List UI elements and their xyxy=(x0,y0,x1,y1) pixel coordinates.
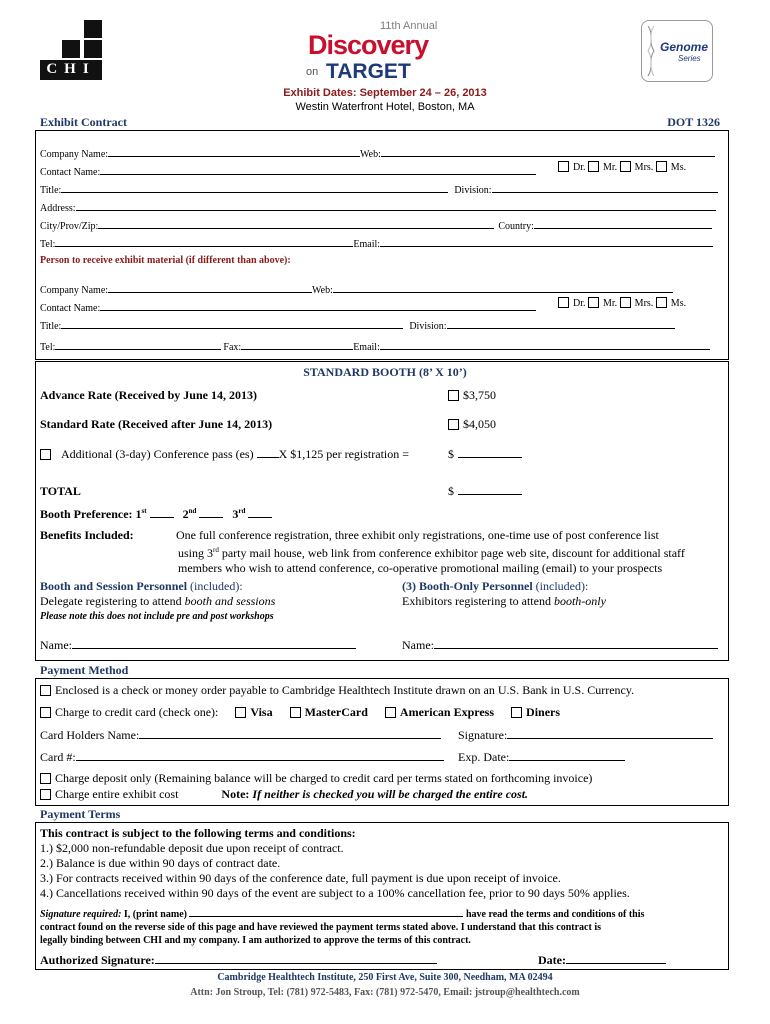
additional-pass-label: Additional (3-day) Conference pass (es) xyxy=(61,447,254,461)
venue: Westin Waterfront Hotel, Boston, MA xyxy=(295,101,475,113)
personnel-left xyxy=(40,579,275,624)
sig-text-3: contract found on the reverse side of this page and have reviewed the payment terms stated above. I understand that this contract is xyxy=(40,922,601,933)
pref-2-label: 2 xyxy=(182,507,189,521)
pref-1-label: 1 xyxy=(135,507,142,521)
pref-2-sup: nd xyxy=(188,507,197,515)
division-label-2: Division: xyxy=(409,321,447,332)
personnel-right-title: (3) Booth-Only Personnel xyxy=(402,579,533,593)
contact-name-label-2: Contact Name: xyxy=(40,303,101,314)
total-amount xyxy=(448,484,522,499)
personnel-left-name-label: Name: xyxy=(40,638,72,652)
advance-rate-option xyxy=(448,388,496,403)
total-dollar-sign: $ xyxy=(448,484,454,498)
booth-preference-row xyxy=(40,507,272,522)
date-label: Date: xyxy=(538,953,566,967)
company-row xyxy=(40,146,720,160)
advance-rate-label: Advance Rate (Received by June 14, 2013) xyxy=(40,388,257,402)
terms-item-1: 1.) $2,000 non-refundable deposit due upon receipt of contract. xyxy=(40,841,344,855)
title-row xyxy=(40,182,720,196)
pref-1-sup: st xyxy=(141,507,147,515)
tel-row-2 xyxy=(40,339,720,353)
footer-contact: Attn: Jon Stroup, Tel: (781) 972-5483, Fax: (781) 972-5470, Email: jstroup@healthtech.com xyxy=(190,987,580,998)
city-input[interactable] xyxy=(98,218,494,229)
standard-rate-price: $4,050 xyxy=(463,417,496,431)
diners-checkbox[interactable] xyxy=(511,707,522,718)
tel-input-2[interactable] xyxy=(55,339,221,350)
contact-name-row xyxy=(40,164,720,178)
pref-1-input[interactable] xyxy=(150,507,174,518)
personnel-right-inc: (included): xyxy=(532,579,589,593)
advance-rate-price: $3,750 xyxy=(463,388,496,402)
conf-title-top: Discovery xyxy=(308,30,429,60)
exp-date-row xyxy=(458,750,625,765)
ms-checkbox[interactable] xyxy=(656,161,667,172)
standard-rate-label: Standard Rate (Received after June 14, 2013) xyxy=(40,417,273,431)
chi-logo xyxy=(40,20,104,80)
booth-heading: STANDARD BOOTH (8’ X 10’) xyxy=(303,365,467,379)
deposit-row xyxy=(40,771,592,786)
conf-title-on: on xyxy=(306,66,319,78)
mr-checkbox-2[interactable] xyxy=(588,297,599,308)
fax-label-2: Fax: xyxy=(223,342,242,353)
dr-label-2: Dr. xyxy=(573,298,586,309)
visa-checkbox[interactable] xyxy=(235,707,246,718)
email-input[interactable] xyxy=(380,236,713,247)
dna-icon xyxy=(647,26,655,76)
payment-method-heading: Payment Method xyxy=(40,663,129,677)
form-code: DOT 1326 xyxy=(667,115,720,129)
mrs-label-2: Mrs. xyxy=(634,298,654,309)
footer-address: Cambridge Healthtech Institute, 250 First Ave, Suite 300, Needham, MA 02494 xyxy=(217,972,553,983)
company-input[interactable] xyxy=(108,146,360,157)
personnel-left-inc: (included): xyxy=(187,579,243,593)
terms-list xyxy=(40,826,630,901)
dr-checkbox[interactable] xyxy=(558,161,569,172)
deposit-checkbox[interactable] xyxy=(40,773,51,784)
personnel-note: Please note this does not include pre and post workshops xyxy=(40,611,274,622)
note-label: Note: xyxy=(221,787,250,801)
amex-label: American Express xyxy=(399,705,495,719)
contact-name-label: Contact Name: xyxy=(40,167,101,178)
enclosed-label: Enclosed is a check or money order payable to Cambridge Healthtech Institute drawn on an U.S. Bank in U.S. Currency. xyxy=(55,683,635,697)
terms-item-3: 3.) For contracts received within 90 days of the conference date, full payment is due upon receipt of invoice. xyxy=(40,871,561,885)
ms-label-2: Ms. xyxy=(670,298,687,309)
tel-row xyxy=(40,236,720,250)
terms-item-2: 2.) Balance is due within 90 days of contract date. xyxy=(40,856,281,870)
pref-2-input[interactable] xyxy=(199,507,223,518)
total-label: TOTAL xyxy=(40,484,81,498)
personnel-left-name-row xyxy=(40,638,356,653)
conf-title-bottom: TARGET xyxy=(326,60,411,83)
personnel-right-name-label: Name: xyxy=(402,638,434,652)
dr-checkbox-2[interactable] xyxy=(558,297,569,308)
enclosed-checkbox[interactable] xyxy=(40,685,51,696)
genome-title: Genome xyxy=(660,40,709,54)
email-label: Email: xyxy=(353,239,381,250)
pref-3-sup: rd xyxy=(238,507,246,515)
standard-rate-option xyxy=(448,417,496,432)
title-input[interactable] xyxy=(61,182,448,193)
contact-name-row-2 xyxy=(40,300,720,314)
tel-label: Tel: xyxy=(40,239,56,250)
mastercard-checkbox[interactable] xyxy=(290,707,301,718)
address-label: Address: xyxy=(40,203,76,214)
conference-logo xyxy=(300,20,450,83)
address-row xyxy=(40,200,720,214)
total-amount-input[interactable] xyxy=(458,484,522,495)
web-input[interactable] xyxy=(381,146,715,157)
diners-label: Diners xyxy=(526,705,561,719)
personnel-right-name-row xyxy=(402,638,718,653)
mr-label-2: Mr. xyxy=(603,298,618,309)
charge-card-label: Charge to credit card (check one): xyxy=(55,705,219,719)
mr-label: Mr. xyxy=(603,162,618,173)
date-row xyxy=(538,953,666,968)
division-label: Division: xyxy=(454,185,492,196)
benefits-line-2 xyxy=(176,543,724,561)
dollar-sign: $ xyxy=(448,447,454,461)
contact-name-input-2[interactable] xyxy=(100,300,536,311)
personnel-right-text: Exhibitors registering to attend xyxy=(402,594,554,608)
contact-name-input[interactable] xyxy=(100,164,536,175)
genome-sub: Series xyxy=(678,54,701,63)
benefits-line-2-sup: rd xyxy=(213,546,219,554)
benefits-label: Benefits Included: xyxy=(40,528,134,542)
advance-rate-checkbox[interactable] xyxy=(448,390,459,401)
mrs-checkbox[interactable] xyxy=(620,161,631,172)
personnel-right-em: booth-only xyxy=(553,594,606,608)
additional-pass-amount xyxy=(448,447,522,462)
charge-card-checkbox[interactable] xyxy=(40,707,51,718)
title-label-2: Title: xyxy=(40,321,62,332)
date-input[interactable] xyxy=(566,953,666,964)
address-input[interactable] xyxy=(76,200,716,211)
company-row-2 xyxy=(40,282,720,296)
visa-label: Visa xyxy=(250,705,273,719)
signature-label: Signature: xyxy=(458,728,508,742)
sig-text-2: have read the terms and conditions of this xyxy=(465,909,645,920)
card-holder-label: Card Holders Name: xyxy=(40,728,140,742)
personnel-left-title: Booth and Session Personnel xyxy=(40,579,188,593)
terms-intro: This contract is subject to the following terms and conditions: xyxy=(40,826,356,840)
sig-text-1: I, (print name) xyxy=(121,909,187,920)
second-contact-heading: Person to receive exhibit material (if different than above): xyxy=(40,255,291,266)
web-input-2[interactable] xyxy=(333,282,673,293)
division-input[interactable] xyxy=(492,182,718,193)
company-input-2[interactable] xyxy=(108,282,312,293)
additional-pass-qty-input[interactable] xyxy=(257,447,279,458)
mrs-checkbox-2[interactable] xyxy=(620,297,631,308)
signature-required-block xyxy=(40,906,644,947)
division-input-2[interactable] xyxy=(447,318,675,329)
card-holder-row xyxy=(40,728,441,743)
exp-date-input[interactable] xyxy=(509,750,625,761)
benefits-line-2a: using 3 xyxy=(178,546,214,560)
additional-pass-checkbox[interactable] xyxy=(40,449,51,460)
email-label-2: Email: xyxy=(353,342,380,353)
personnel-right-name-input[interactable] xyxy=(434,638,718,649)
card-number-row xyxy=(40,750,444,765)
pref-3-label: 3 xyxy=(232,507,239,521)
tel-input[interactable] xyxy=(55,236,353,247)
web-label: Web: xyxy=(360,149,381,160)
card-number-label: Card #: xyxy=(40,750,76,764)
company-label-2: Company Name: xyxy=(40,285,109,296)
exhibit-dates: Exhibit Dates: September 24 – 26, 2013 xyxy=(283,87,487,99)
signature-input[interactable] xyxy=(507,728,713,739)
entire-checkbox[interactable] xyxy=(40,789,51,800)
booth-preference-label: Booth Preference: xyxy=(40,507,133,521)
company-label: Company Name: xyxy=(40,149,109,160)
chi-logo-text: CHI xyxy=(46,61,96,77)
personnel-right xyxy=(402,579,606,609)
mr-checkbox[interactable] xyxy=(588,161,599,172)
conf-annual: 11th Annual xyxy=(380,20,438,32)
dr-label: Dr. xyxy=(573,162,586,173)
entire-label: Charge entire exhibit cost xyxy=(55,787,179,801)
authorized-signature-input[interactable] xyxy=(155,953,437,964)
web-label-2: Web: xyxy=(312,285,333,296)
additional-pass-rate: X $1,125 per registration = xyxy=(278,447,410,461)
city-row xyxy=(40,218,720,232)
charge-card-row xyxy=(40,705,560,720)
title-row-2 xyxy=(40,318,720,332)
sig-required-label: Signature required: xyxy=(40,909,122,920)
enclosed-row xyxy=(40,683,634,698)
genome-series-logo xyxy=(641,20,713,82)
form-title: Exhibit Contract xyxy=(40,115,127,129)
sig-text-4: legally binding between CHI and my company. I am authorized to approve the terms of this contract. xyxy=(40,935,471,946)
payment-terms-heading: Payment Terms xyxy=(40,807,121,821)
terms-item-4: 4.) Cancellations received within 90 days of the event are subject to a 100% cancellation fee, prior to 90 days 50% applies. xyxy=(40,886,630,900)
card-number-input[interactable] xyxy=(76,750,444,761)
authorized-signature-label: Authorized Signature: xyxy=(40,953,155,967)
deposit-label: Charge deposit only (Remaining balance will be charged to credit card per terms stated on forthcoming invoice) xyxy=(55,771,593,785)
card-holder-input[interactable] xyxy=(139,728,441,739)
amex-checkbox[interactable] xyxy=(385,707,396,718)
signature-row xyxy=(458,728,713,743)
pref-3-input[interactable] xyxy=(248,507,272,518)
tel-label-2: Tel: xyxy=(40,342,56,353)
email-input-2[interactable] xyxy=(380,339,710,350)
ms-checkbox-2[interactable] xyxy=(656,297,667,308)
country-input[interactable] xyxy=(534,218,712,229)
benefits-line-1: One full conference registration, three exhibit only registrations, one-time use of post conference list xyxy=(176,528,659,542)
benefits-line-3: members who wish to attend conference, co-operative promotional mailing (email) to your prospects xyxy=(178,561,663,575)
fax-input-2[interactable] xyxy=(241,339,353,350)
ms-label: Ms. xyxy=(670,162,687,173)
print-name-input[interactable] xyxy=(189,906,463,917)
personnel-left-name-input[interactable] xyxy=(72,638,356,649)
additional-pass-amount-input[interactable] xyxy=(458,447,522,458)
personnel-left-em: booth and sessions xyxy=(184,594,276,608)
mrs-label: Mrs. xyxy=(634,162,654,173)
title-input-2[interactable] xyxy=(61,318,403,329)
city-label: City/Prov/Zip: xyxy=(40,221,99,232)
entire-row xyxy=(40,787,528,802)
personnel-left-text: Delegate registering to attend xyxy=(40,594,185,608)
standard-rate-checkbox[interactable] xyxy=(448,419,459,430)
title-label: Title: xyxy=(40,185,62,196)
additional-pass-row xyxy=(40,447,409,462)
note-text: If neither is checked you will be charged the entire cost. xyxy=(252,787,529,801)
country-label: Country: xyxy=(498,221,534,232)
authorized-signature-row xyxy=(40,953,437,968)
benefits-text xyxy=(176,528,724,576)
benefits-line-2b: party mail house, web link from conference exhibitor page web site, discount for additional staff xyxy=(218,546,685,560)
mastercard-label: MasterCard xyxy=(304,705,368,719)
exp-date-label: Exp. Date: xyxy=(458,750,510,764)
